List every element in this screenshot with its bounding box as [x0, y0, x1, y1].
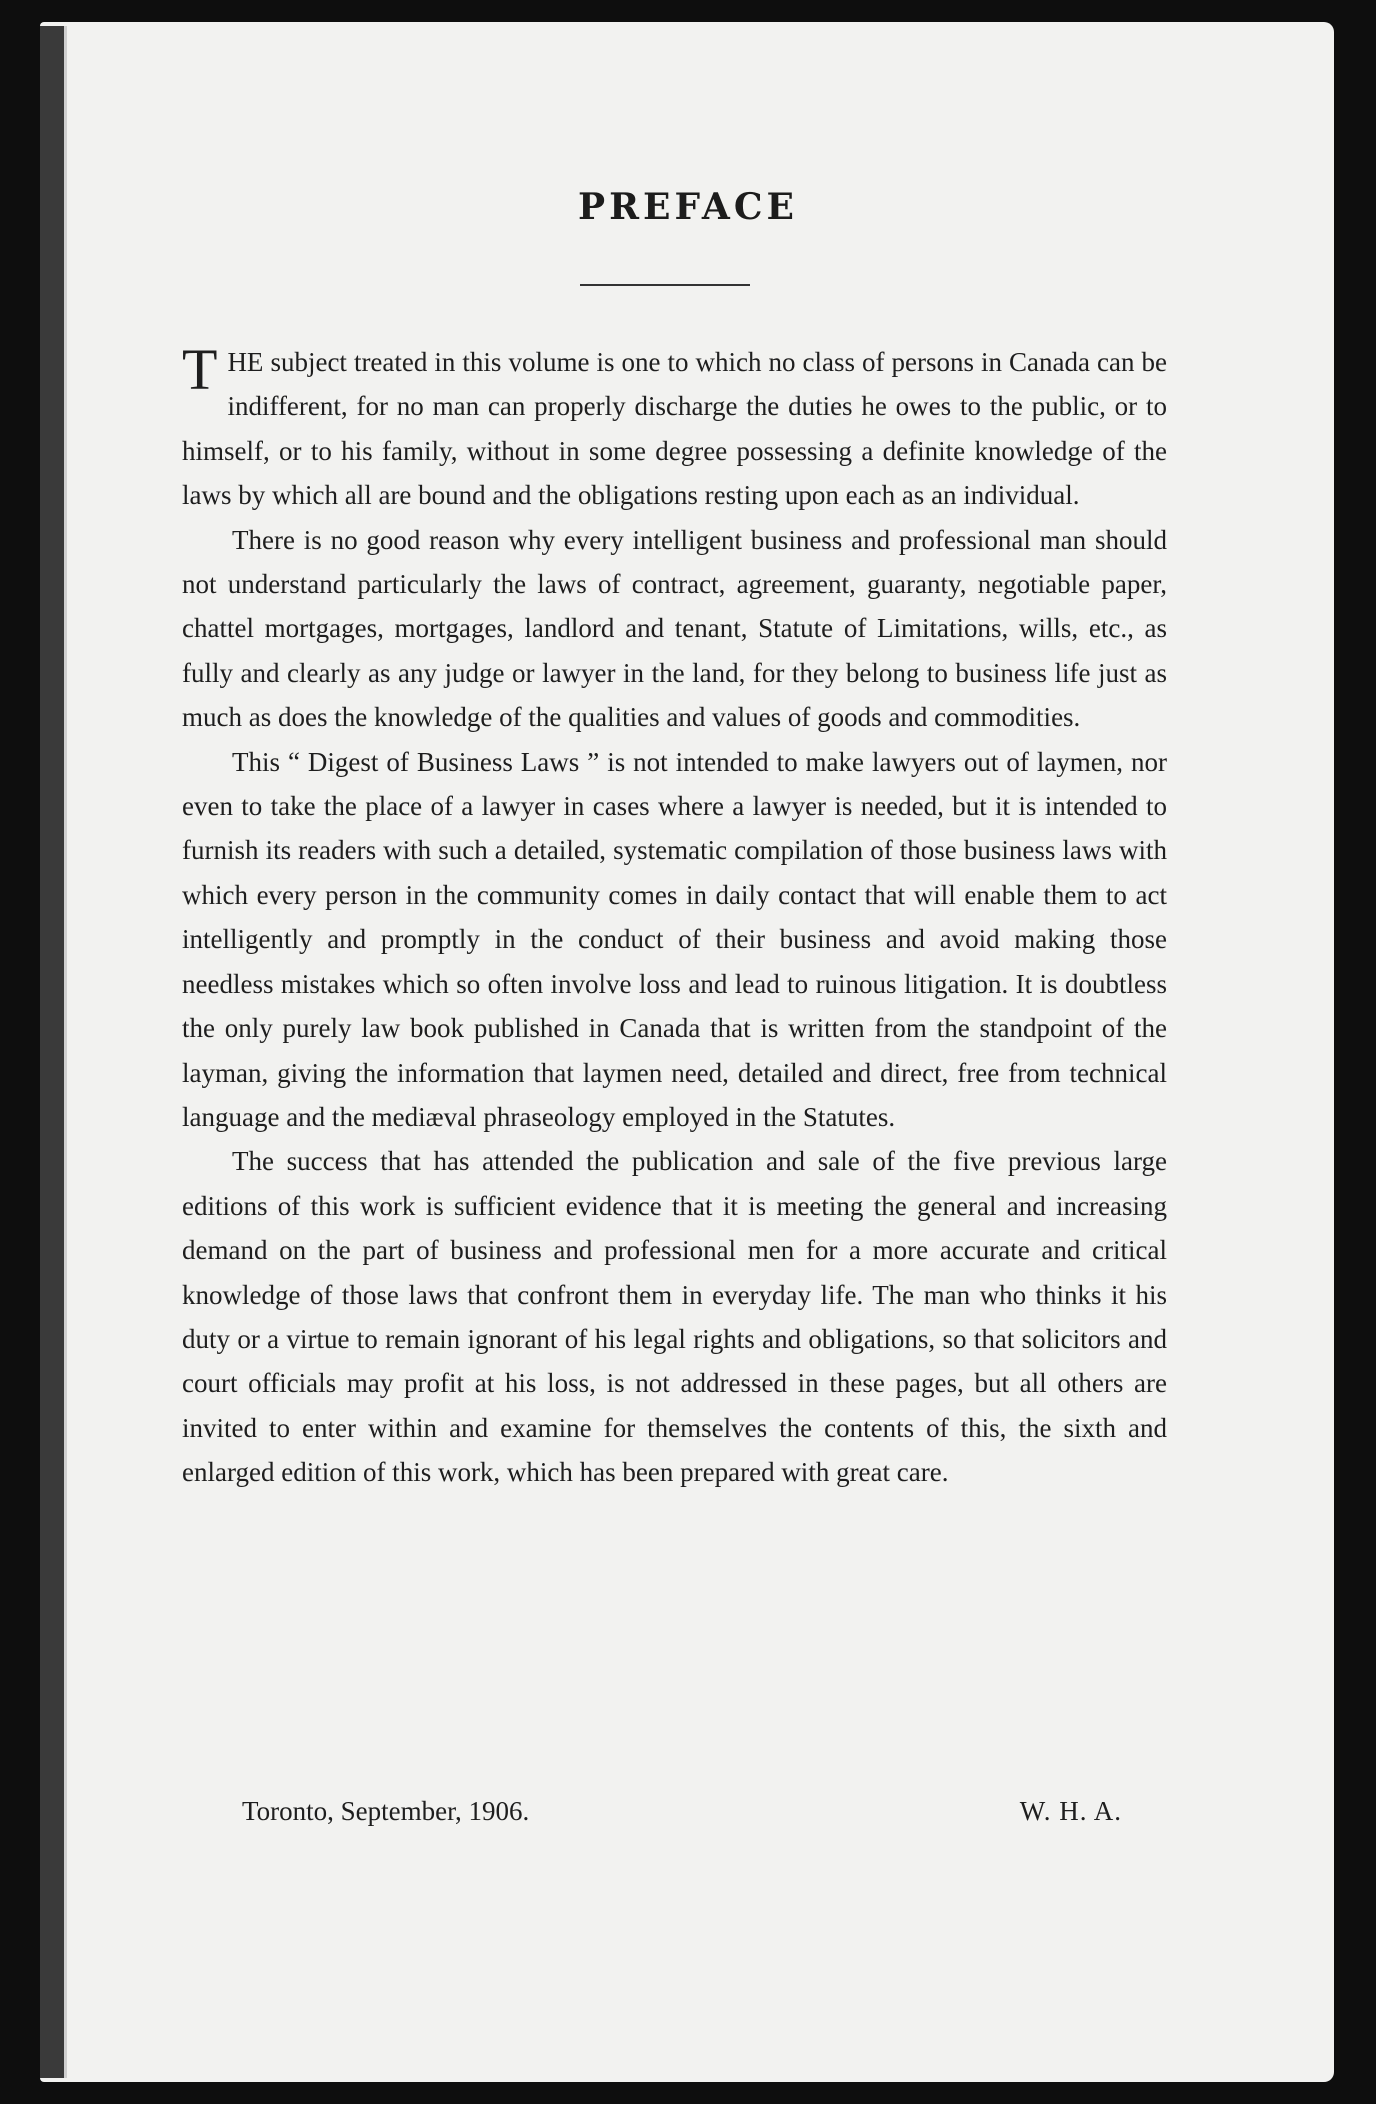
signature-line: [242, 1796, 1122, 1836]
paragraph-3: This “ Digest of Business Laws ” is not intended to make lawyers out of laymen, nor even to take the place of a lawyer in cases where a lawyer is needed, but it is intended to furnish its readers with such a detailed, systematic compilation of those business laws with which every person in the community comes in daily contact that will enable them to act intelligently and promptly in the conduct of their business and avoid making those needless mistakes which so often involve loss and lead to ruinous litigation. It is doubtless the only purely law book published in Canada that is written from the standpoint of the layman, giving the information that laymen need, detailed and direct, free from technical language and the mediæval phraseology employed in the Statutes.: [182, 746, 1167, 1132]
page-title: PREFACE: [578, 186, 798, 228]
paragraph-2: There is no good reason why every intelligent business and professional man should not understand particularly the laws of contract, agreement, guaranty, negotiable paper, chattel mortgages, mortgages, landlord and tenant, Statute of Limitations, wills, etc., as fully and clearly as any judge or lawyer in the land, for they belong to business life just as much as does the knowledge of the qualities and values of goods and commodities.: [182, 524, 1167, 733]
author-initials: W. H. A.: [1019, 1796, 1122, 1826]
paragraph-1-text: HE subject treated in this volume is one to which no class of persons in Canada can be indifferent, for no man can properly discharge the duties he owes to the public, or to himself, or to his family, without in some degree possessing a definite knowledge of the laws by which all are bound and the obligations resting upon each as an individual.: [182, 347, 1167, 511]
spine-edge: [64, 26, 67, 2078]
preface-body: [182, 337, 1167, 1495]
place-date: Toronto, September, 1906.: [242, 1796, 530, 1826]
title-rule: [580, 284, 750, 286]
drop-cap: T: [182, 337, 218, 402]
book-spine: [40, 26, 64, 2078]
paragraph-1: [182, 337, 1167, 518]
paragraph-4: The success that has attended the publication and sale of the five previous large editions of this work is sufficient evidence that it is meeting the general and increasing demand on the part of business and professional men for a more accurate and critical knowledge of those laws that confront them in everyday life. The man who thinks it his duty or a virtue to remain ignorant of his legal rights and obligations, so that solicitors and court officials may profit at his loss, is not addressed in these pages, but all others are invited to enter within and examine for themselves the contents of this, the sixth and enlarged edition of this work, which has been prepared with great care.: [182, 1146, 1167, 1488]
